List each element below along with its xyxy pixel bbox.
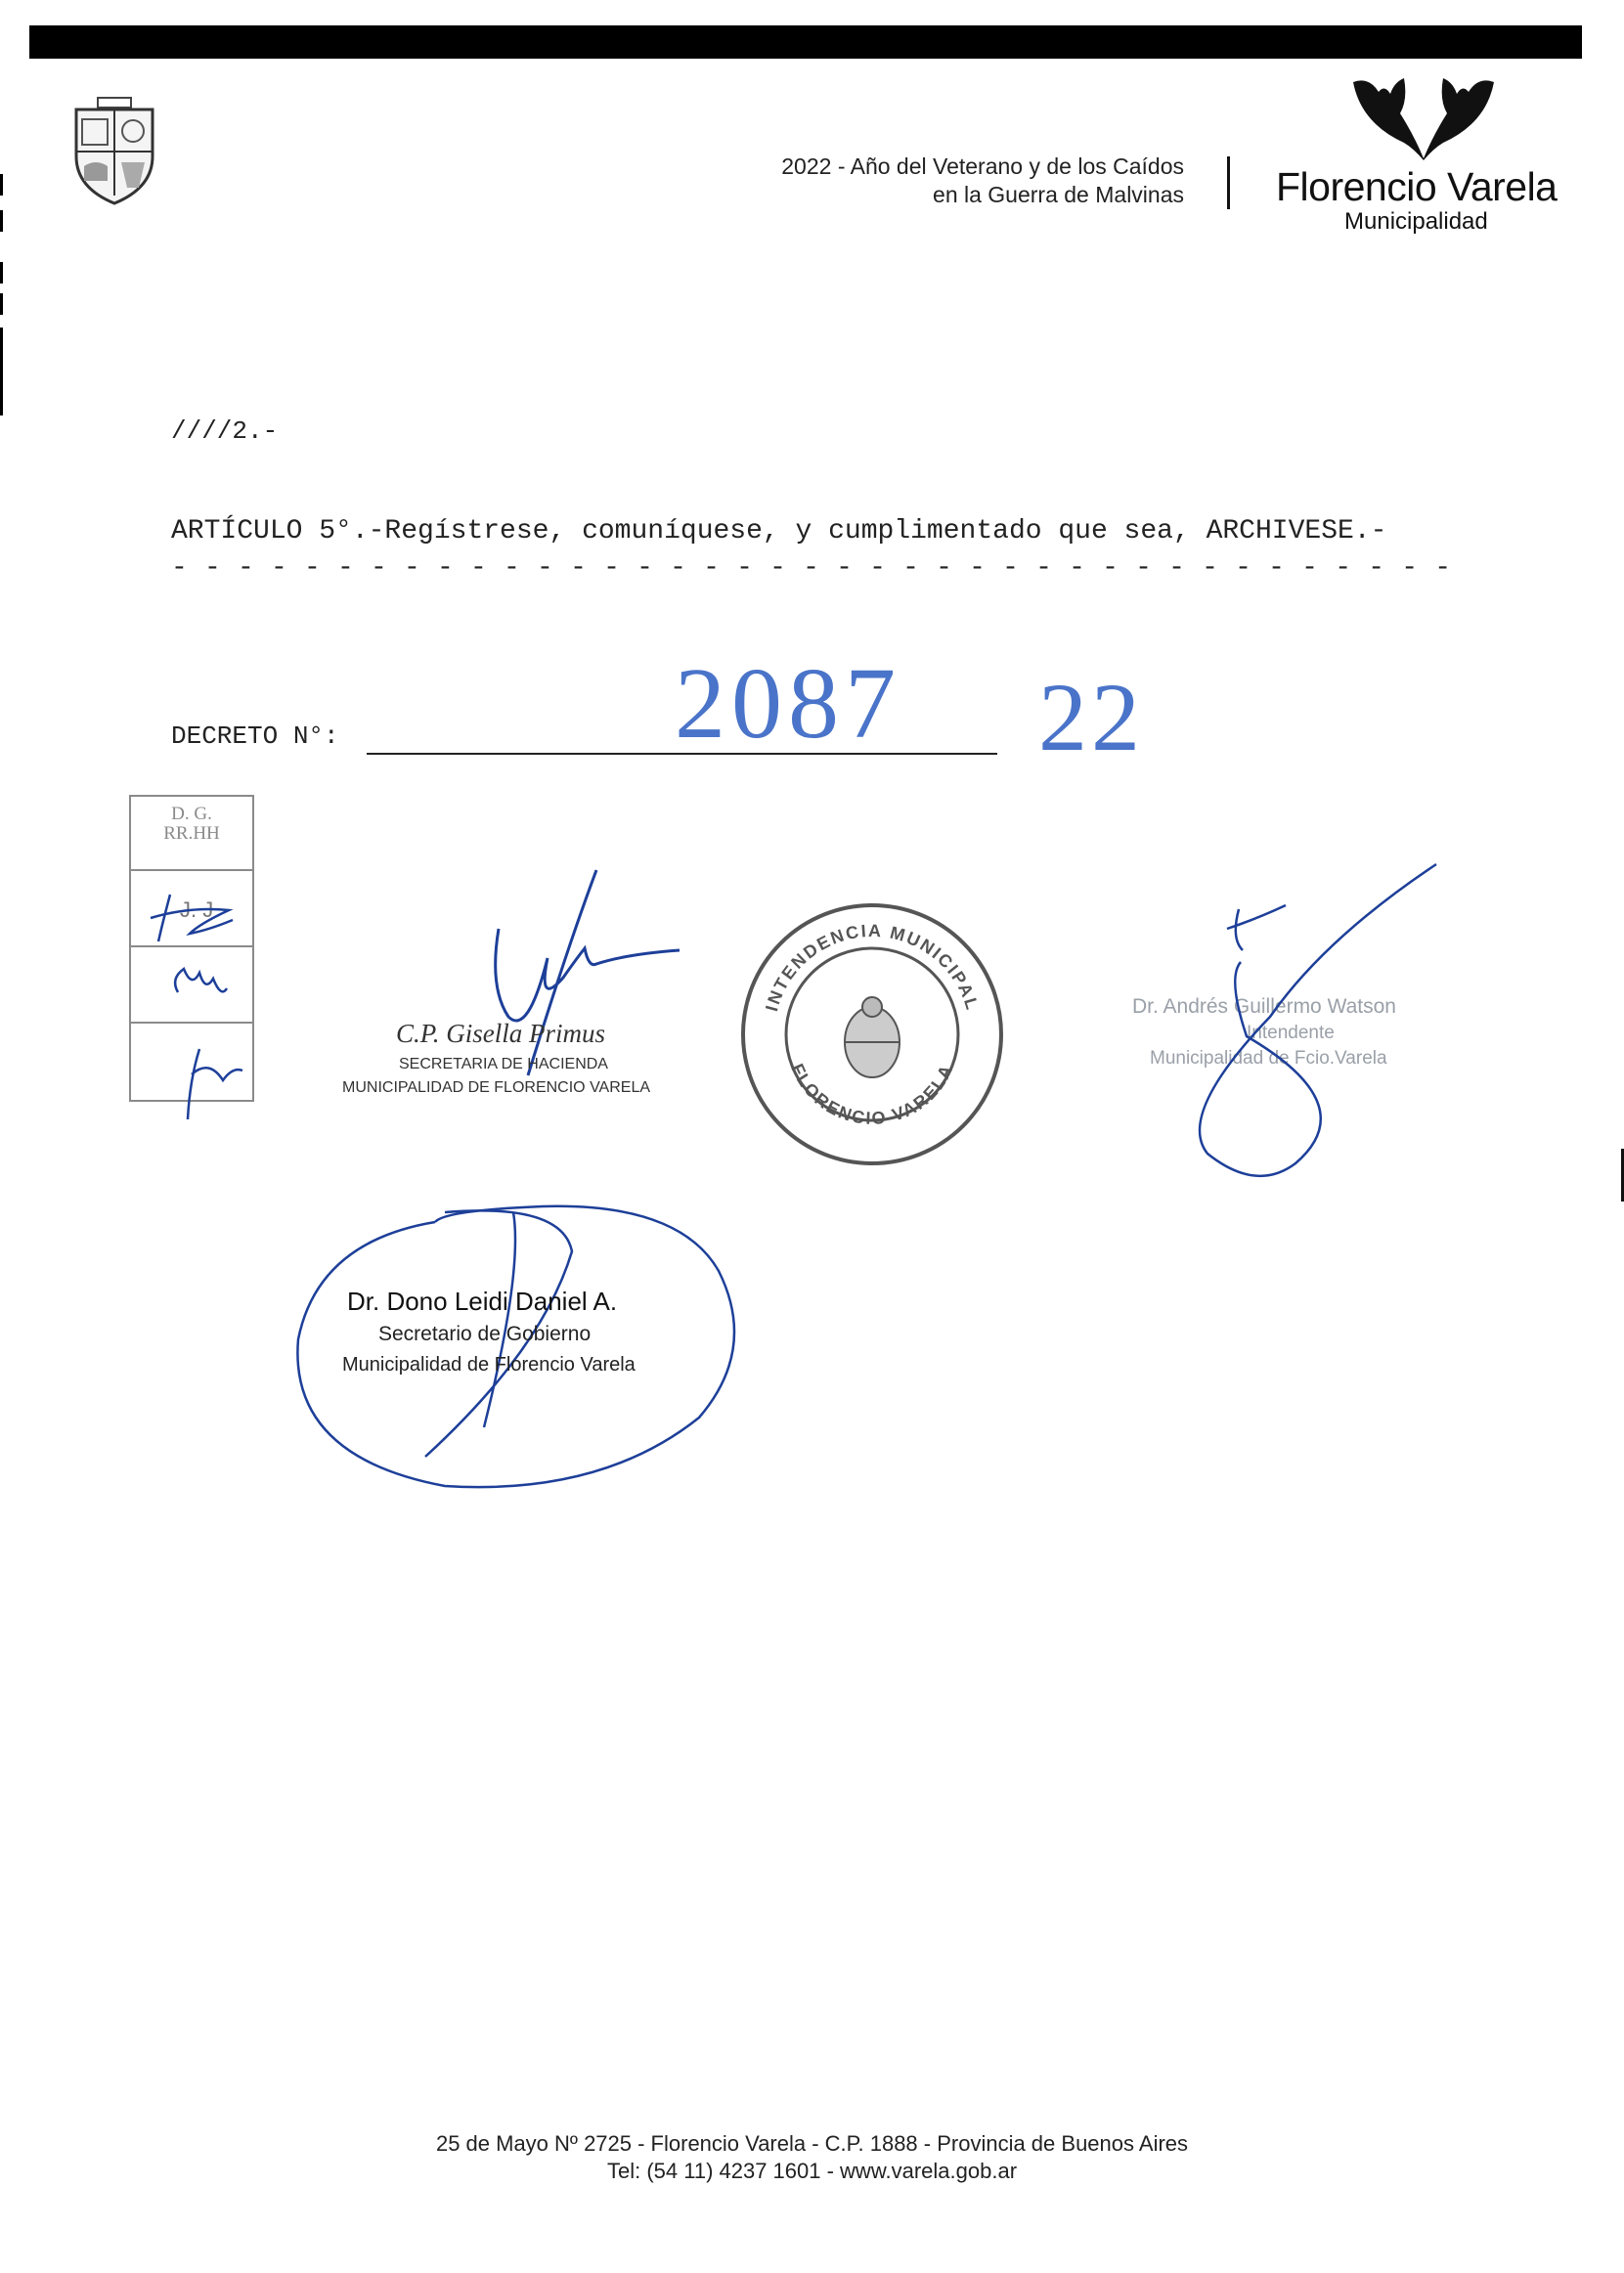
footer-address: 25 de Mayo Nº 2725 - Florencio Varela - C.P. 1888 - Provincia de Buenos Aires: [435, 2131, 1189, 2156]
seal-bottom-text: FLORENCIO VARELA: [787, 1060, 957, 1129]
dash-separator: - - - - - - - - - - - - - - - - - - - - - - - - - - - - - - - - - - - - - - -: [171, 553, 1452, 584]
decree-year-stamp: 22: [1038, 663, 1144, 771]
florencio-varela-logo-icon: [1349, 74, 1498, 160]
header-motto: [781, 153, 1184, 209]
primus-signature: [469, 870, 694, 1115]
leidi-title: Secretario de Gobierno: [378, 1323, 592, 1345]
watson-signature: [1168, 860, 1442, 1183]
primus-name: C.P. Gisella Primus: [396, 1019, 606, 1048]
watson-title: Intendente: [1247, 1023, 1335, 1043]
initials-row-text: J. J: [180, 897, 214, 922]
decree-number-stamp: 2087: [675, 647, 901, 760]
article-text: ARTÍCULO 5°.-Regístrese, comuníquese, y cumplimentado que sea, ARCHIVESE.-: [171, 516, 1387, 546]
seal-top-text: INTENDENCIA MUNICIPAL: [762, 920, 983, 1014]
scan-left-edge-mark: [0, 262, 3, 284]
scan-left-edge-mark: [0, 210, 3, 232]
intendencia-seal-icon: [735, 897, 1009, 1171]
initials-box: [129, 795, 254, 1102]
header-divider: [1227, 156, 1230, 209]
scan-left-edge-mark: [0, 293, 3, 315]
primus-title: SECRETARIA DE HACIENDA: [399, 1056, 608, 1072]
leidi-org: Municipalidad de Florencio Varela: [342, 1354, 636, 1376]
watson-org: Municipalidad de Fcio.Varela: [1150, 1048, 1387, 1069]
municipal-crest-icon: [72, 98, 156, 205]
footer-contact: Tel: (54 11) 4237 1601 - www.varela.gob.ar: [606, 2159, 1018, 2183]
motto-line-1: 2022 - Año del Veterano y de los Caídos: [781, 153, 1184, 179]
page-marker: ////2.-: [171, 416, 279, 446]
primus-org: MUNICIPALIDAD DE FLORENCIO VARELA: [342, 1079, 651, 1096]
motto-line-2: en la Guerra de Malvinas: [933, 182, 1184, 207]
brand-subtitle: Municipalidad: [1344, 208, 1488, 235]
scan-left-edge-mark: [0, 328, 3, 415]
leidi-name: Dr. Dono Leidi Daniel A.: [347, 1287, 618, 1316]
watson-name: Dr. Andrés Guillermo Watson: [1132, 995, 1396, 1018]
scan-left-edge-mark: [0, 174, 3, 196]
brand-name: Florencio Varela: [1276, 164, 1558, 209]
decree-label: DECRETO N°:: [171, 721, 339, 751]
initials-box-label: D. G. RR.HH: [163, 804, 220, 844]
scan-top-border: [29, 25, 1582, 59]
initials-handwritten-marks: [131, 797, 252, 1110]
